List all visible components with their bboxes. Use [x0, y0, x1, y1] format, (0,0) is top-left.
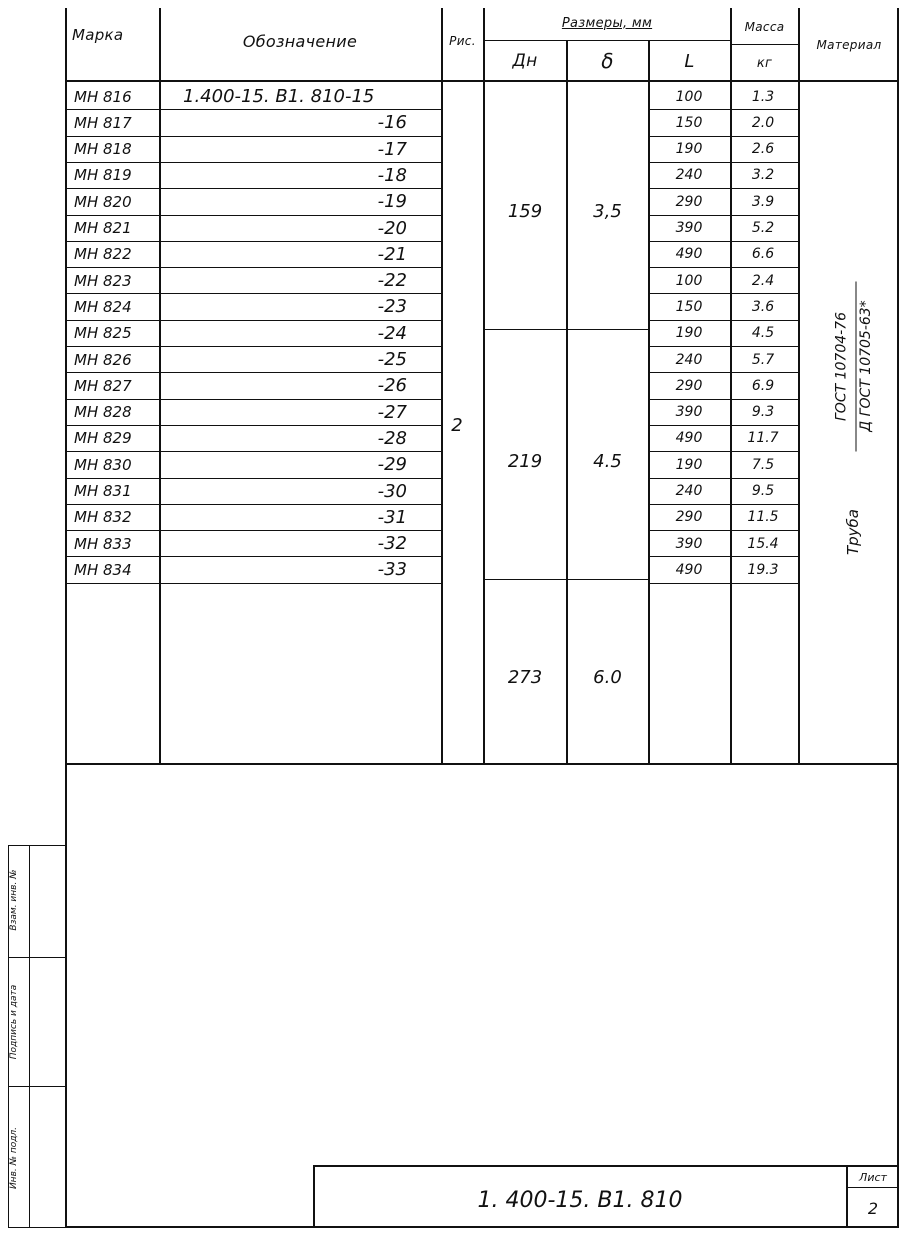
header-marka: Марка: [72, 26, 124, 44]
row-oboznachenie: 1.400-15. В1. 810-15: [183, 86, 375, 107]
row-oboznachenie: -19: [377, 191, 407, 213]
row-oboznachenie: -18: [377, 164, 407, 186]
row-mass: 6.6: [751, 246, 775, 263]
row-mass: 3.6: [751, 298, 775, 315]
row-line: [648, 583, 798, 584]
row-mass: 3.2: [751, 167, 775, 184]
row-marka: МН 822: [74, 245, 132, 264]
row-oboznachenie: -26: [377, 375, 407, 397]
group-2-delta: 4.5: [593, 450, 622, 472]
row-mass: 1.3: [751, 88, 775, 105]
row-oboznachenie: -20: [377, 217, 407, 239]
row-oboznachenie: -27: [377, 401, 407, 423]
row-length: 240: [675, 483, 703, 499]
row-oboznachenie: -30: [377, 480, 407, 502]
row-mass: 2.0: [751, 114, 775, 131]
header-delta: δ: [601, 49, 614, 73]
row-marka: МН 830: [74, 455, 132, 474]
group-2-dn: 219: [507, 450, 543, 472]
row-marka: МН 828: [74, 403, 132, 422]
row-mass: 19.3: [747, 561, 779, 578]
row-length: 150: [675, 114, 703, 131]
row-length: 290: [675, 509, 703, 526]
row-mass: 9.3: [751, 404, 775, 421]
row-marka: МН 833: [74, 534, 132, 553]
row-marka: МН 817: [74, 113, 132, 132]
row-length: 390: [675, 535, 703, 552]
row-marka: МН 819: [74, 166, 132, 185]
side-stamp-col2: [30, 845, 65, 1228]
row-length: 390: [675, 404, 703, 421]
row-marka: МН 821: [74, 219, 132, 237]
row-oboznachenie: -16: [377, 112, 407, 134]
row-mass: 4.5: [751, 325, 775, 342]
row-marka: МН 823: [74, 271, 132, 290]
row-mass: 5.7: [751, 351, 775, 368]
row-length: 190: [675, 325, 703, 342]
row-mass: 11.7: [747, 430, 779, 447]
list-value: 2: [867, 1198, 879, 1218]
group-1-delta: 3,5: [593, 200, 622, 222]
group-3-dn: 273: [507, 666, 543, 688]
row-mass: 15.4: [747, 535, 779, 552]
stamp-inv-podl: Инв. № подл.: [9, 1126, 19, 1190]
row-mass: 11.5: [747, 509, 779, 526]
row-length: 290: [675, 193, 703, 210]
row-marka: МН 824: [74, 297, 132, 316]
row-length: 150: [675, 298, 703, 315]
row-mass: 2.6: [751, 141, 775, 158]
row-marka: МН 825: [74, 324, 132, 343]
row-oboznachenie: -22: [377, 270, 407, 292]
header-dn: Дн: [512, 51, 538, 71]
row-oboznachenie: -17: [377, 138, 407, 160]
row-marka: МН 832: [74, 508, 132, 527]
row-oboznachenie: -33: [377, 559, 407, 581]
row-oboznachenie: -31: [377, 506, 407, 528]
row-marka: МН 826: [74, 350, 132, 369]
header-razmery: Размеры, мм: [561, 15, 653, 31]
row-marka: МН 820: [74, 192, 132, 211]
row-marka: МН 827: [74, 376, 132, 395]
row-length: 290: [675, 377, 703, 394]
list-label: Лист: [859, 1170, 887, 1184]
row-oboznachenie: -29: [377, 454, 407, 476]
header-l: L: [684, 50, 695, 72]
stamp-podpis-data: Подпись и дата: [9, 984, 19, 1060]
material-denominator: Д ГОСТ 10705-63*: [858, 300, 874, 432]
row-length: 490: [675, 430, 703, 447]
header-ris: Рис.: [449, 34, 476, 48]
row-mass: 7.5: [751, 456, 775, 473]
row-oboznachenie: -28: [377, 427, 407, 449]
header-material: Материал: [816, 38, 882, 52]
row-oboznachenie: -32: [377, 533, 407, 555]
row-oboznachenie: -23: [377, 296, 407, 318]
row-length: 100: [675, 272, 703, 289]
row-mass: 2.4: [751, 272, 775, 289]
row-marka: МН 834: [74, 560, 132, 579]
row-marka: МН 831: [74, 482, 132, 500]
header-oboznachenie: Обозначение: [242, 31, 358, 51]
header-massa: Масса: [744, 20, 785, 34]
row-oboznachenie: -24: [377, 322, 407, 344]
row-length: 490: [675, 246, 703, 263]
row-mass: 9.5: [751, 483, 775, 499]
row-marka: МН 829: [74, 429, 132, 448]
row-length: 390: [675, 220, 703, 236]
ris-value: 2: [451, 414, 463, 436]
doc-number: 1. 400-15. В1. 810: [477, 1187, 683, 1213]
row-length: 100: [675, 88, 703, 105]
row-mass: 3.9: [751, 193, 775, 210]
group-3-delta: 6.0: [593, 666, 622, 688]
row-mass: 5.2: [751, 220, 775, 236]
row-length: 190: [675, 141, 703, 158]
stamp-vzam-inv: Взам. инв. №: [9, 869, 19, 931]
row-line: [65, 583, 441, 584]
row-length: 240: [675, 351, 703, 368]
row-length: 240: [675, 167, 703, 184]
row-marka: МН 818: [74, 140, 132, 159]
material-numerator: ГОСТ 10704-76: [834, 282, 857, 452]
row-oboznachenie: -25: [377, 349, 407, 370]
header-kg: кг: [756, 55, 773, 71]
row-oboznachenie: -21: [377, 243, 407, 265]
group-1-dn: 159: [507, 200, 543, 222]
row-mass: 6.9: [751, 377, 775, 394]
row-marka: МН 816: [74, 87, 132, 106]
row-length: 490: [675, 561, 703, 578]
material-word: Труба: [844, 509, 862, 556]
row-length: 190: [675, 456, 703, 473]
